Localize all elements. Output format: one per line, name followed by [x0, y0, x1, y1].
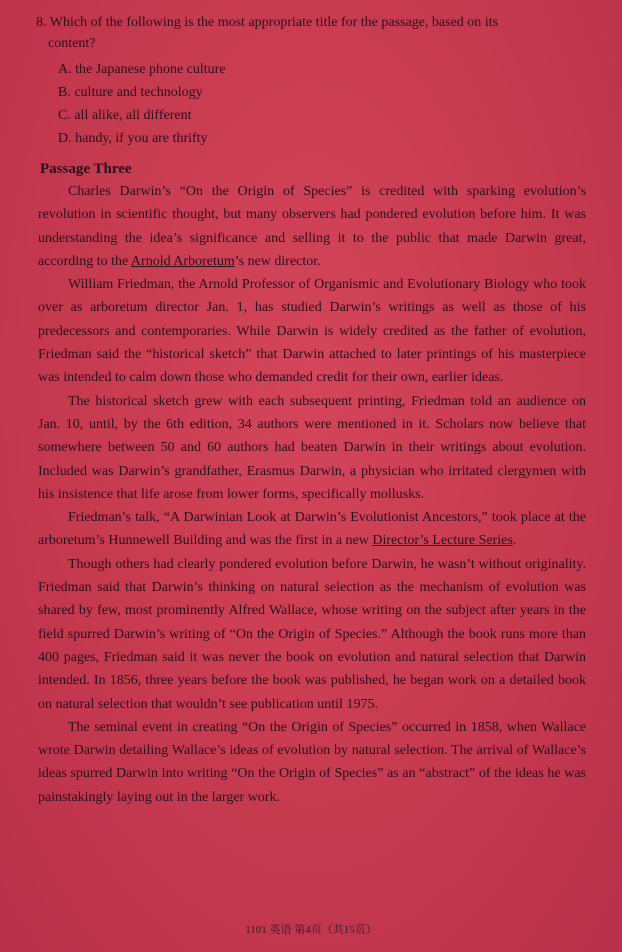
arnold-arboretum-link[interactable]: Arnold Arboretum — [130, 253, 235, 269]
option-c: C. all alike, all different — [58, 108, 192, 123]
paragraph-4 — [38, 506, 586, 553]
passage-body — [38, 180, 586, 809]
option-a: A. the Japanese phone culture — [58, 62, 226, 77]
question-stem-line-2: content? — [48, 36, 96, 51]
paragraph-1-text-before: Charles Darwin’s “On the Origin of Species” is credited with sparking evolution’s revolution in scientific thought, but many observers had pondered evolution before him. It was understanding the idea’s significance and selling it to the public that made Darwin great, according to the — [38, 184, 586, 269]
paragraph-6: The seminal event in creating “On the Origin of Species” occurred in 1858, when Wallace wrote Darwin detailing Wallace’s ideas of evolution by natural selection. The arrival of Wallace’s ideas spurred Darwin into writing “On the Origin of Species” as an “abstract” of the ideas he was painstakingly laying out in the larger work. — [38, 719, 586, 805]
page-footer: 1101 英语 第4页（共15页） — [245, 924, 377, 936]
paragraph-1 — [38, 180, 586, 273]
option-d: D. handy, if you are thrifty — [58, 131, 208, 146]
lecture-series-link[interactable]: Director’s Lecture Series — [372, 533, 513, 549]
answer-options — [58, 58, 578, 150]
paragraph-2: William Friedman, the Arnold Professor of Organismic and Evolutionary Biology who took over as arboretum director Jan. 1, has studied Darwin’s writings as well as those of his predecessors and contemporaries. While Darwin is widely credited as the father of evolution, Friedman said the “historical sketch” that Darwin attached to later printings of his masterpiece was intended to calm down those who demanded credit for their own, earlier ideas. — [38, 277, 586, 386]
option-b: B. culture and technology — [58, 85, 203, 100]
paragraph-4-text-after: . — [512, 533, 517, 549]
paragraph-4-text-before: Friedman’s talk, “A Darwinian Look at Darwin’s Evolutionist Ancestors,” took place at the arboretum’s Hunnewell Building and was the first in a new — [38, 510, 586, 549]
question-8-stem — [36, 12, 596, 54]
paragraph-5: Though others had clearly pondered evolution before Darwin, he wasn’t without originality. Friedman said that Darwin’s thinking on natural selection as the mechanism of evolution was shared by few, most prominently Alfred Wallace, whose writing on the subject after years in the field spurred Darwin’s writing of “On the Origin of Species.” Although the book runs more than 400 pages, Friedman said it was never the book on evolution and natural selection that Darwin intended. In 1856, three years before the book was published, he began work on a detailed book on natural selection that wouldn’t see publication until 1975. — [38, 556, 586, 712]
paragraph-3: The historical sketch grew with each subsequent printing, Friedman told an audience on Jan. 10, until, by the 6th edition, 34 authors were mentioned in it. Scholars now believe that somewhere between 50 and 60 authors had beaten Darwin in their writings about evolution. Included was Darwin’s grandfather, Erasmus Darwin, a physician who irritated clergymen with his insistence that life arose from lower forms, specifically mollusks. — [38, 393, 586, 502]
paragraph-1-text-after: ’s new director. — [234, 253, 321, 269]
question-stem-line-1: 8. Which of the following is the most appropriate title for the passage, based on its — [36, 15, 499, 30]
passage-heading: Passage Three — [40, 161, 132, 177]
